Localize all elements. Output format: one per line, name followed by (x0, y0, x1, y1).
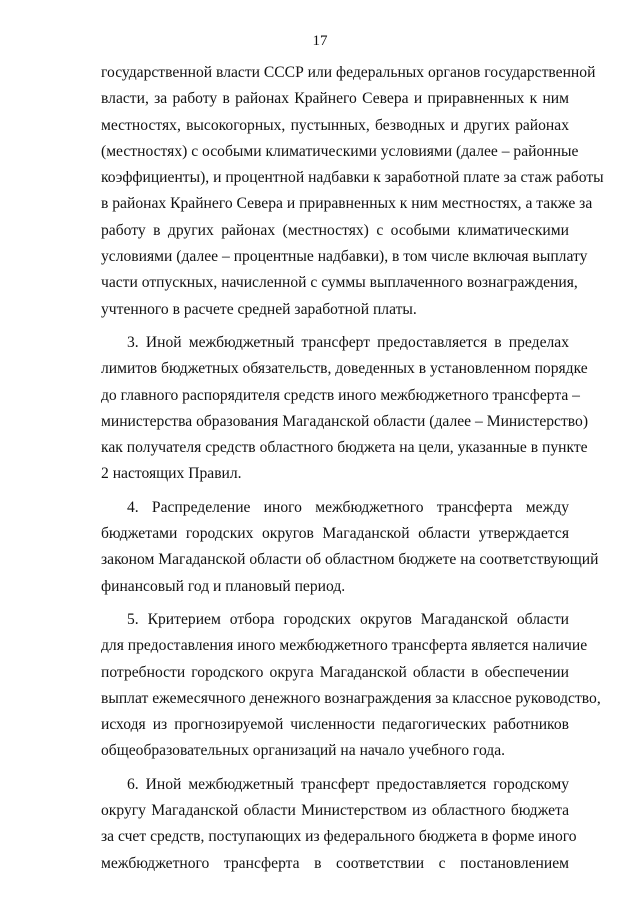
text-line: бюджетами городских округов Магаданской области утверждается (101, 525, 569, 543)
paragraph-3 (101, 330, 589, 488)
text-line: работу в других районах (местностях) с особыми климатическими (101, 221, 569, 239)
text-line: (местностях) с особыми климатическими условиями (далее – районные (101, 142, 579, 160)
text-line: власти, за работу в районах Крайнего Севера и приравненных к ним (101, 90, 569, 108)
paragraph-4 (101, 495, 599, 600)
text-line: министерства образования Магаданской области (далее – Министерство) (101, 412, 589, 430)
text-line: общеобразовательных организаций на начало учебного года. (101, 742, 506, 760)
page-number: 17 (312, 33, 328, 49)
text-line: 4. Распределение иного межбюджетного трансферта между (127, 498, 569, 516)
text-line: для предоставления иного межбюджетного трансферта является наличие (101, 637, 588, 655)
document-body (101, 60, 604, 884)
text-line: как получателя средств областного бюджета на цели, указанные в пункте (101, 439, 588, 457)
text-line: округу Магаданской области Министерством из областного бюджета (101, 802, 569, 820)
text-line: 6. Иной межбюджетный трансферт предоставляется городскому (127, 775, 569, 793)
text-line: финансовый год и плановый период. (101, 577, 346, 595)
paragraph-5 (101, 607, 601, 765)
text-line: части отпускных, начисленной с суммы выплаченного вознаграждения, (101, 274, 578, 292)
text-line: государственной власти СССР или федеральных органов государственной (101, 64, 596, 81)
text-line: потребности городского округа Магаданской области в обеспечении (101, 663, 569, 681)
text-line: законом Магаданской области об областном бюджете на соответствующий (101, 551, 599, 569)
paragraph-continuation (101, 60, 604, 323)
text-line: 5. Критерием отбора городских округов Магаданской области (127, 610, 569, 628)
text-line: до главного распорядителя средств иного межбюджетного трансферта – (101, 386, 580, 404)
text-line: 2 настоящих Правил. (101, 465, 242, 483)
text-line: межбюджетного трансферта в соответствии с постановлением (101, 854, 569, 872)
text-line: 3. Иной межбюджетный трансферт предоставляется в пределах (127, 333, 569, 351)
text-line: условиями (далее – процентные надбавки), в том числе включая выплату (101, 248, 588, 266)
text-line: исходя из прогнозируемой численности педагогических работников (101, 716, 569, 734)
text-line: в районах Крайнего Севера и приравненных к ним местностях, а также за (101, 195, 593, 213)
paragraph-6 (101, 772, 577, 877)
text-line: лимитов бюджетных обязательств, доведенных в установленном порядке (101, 360, 588, 378)
text-line: за счет средств, поступающих из федерального бюджета в форме иного (101, 828, 577, 846)
text-line: выплат ежемесячного денежного вознаграждения за классное руководство, (101, 689, 601, 707)
text-line: коэффициенты), и процентной надбавки к заработной плате за стаж работы (101, 169, 604, 187)
text-line: местностях, высокогорных, пустынных, безводных и других районах (101, 116, 569, 134)
text-line: учтенного в расчете средней заработной платы. (101, 300, 417, 318)
